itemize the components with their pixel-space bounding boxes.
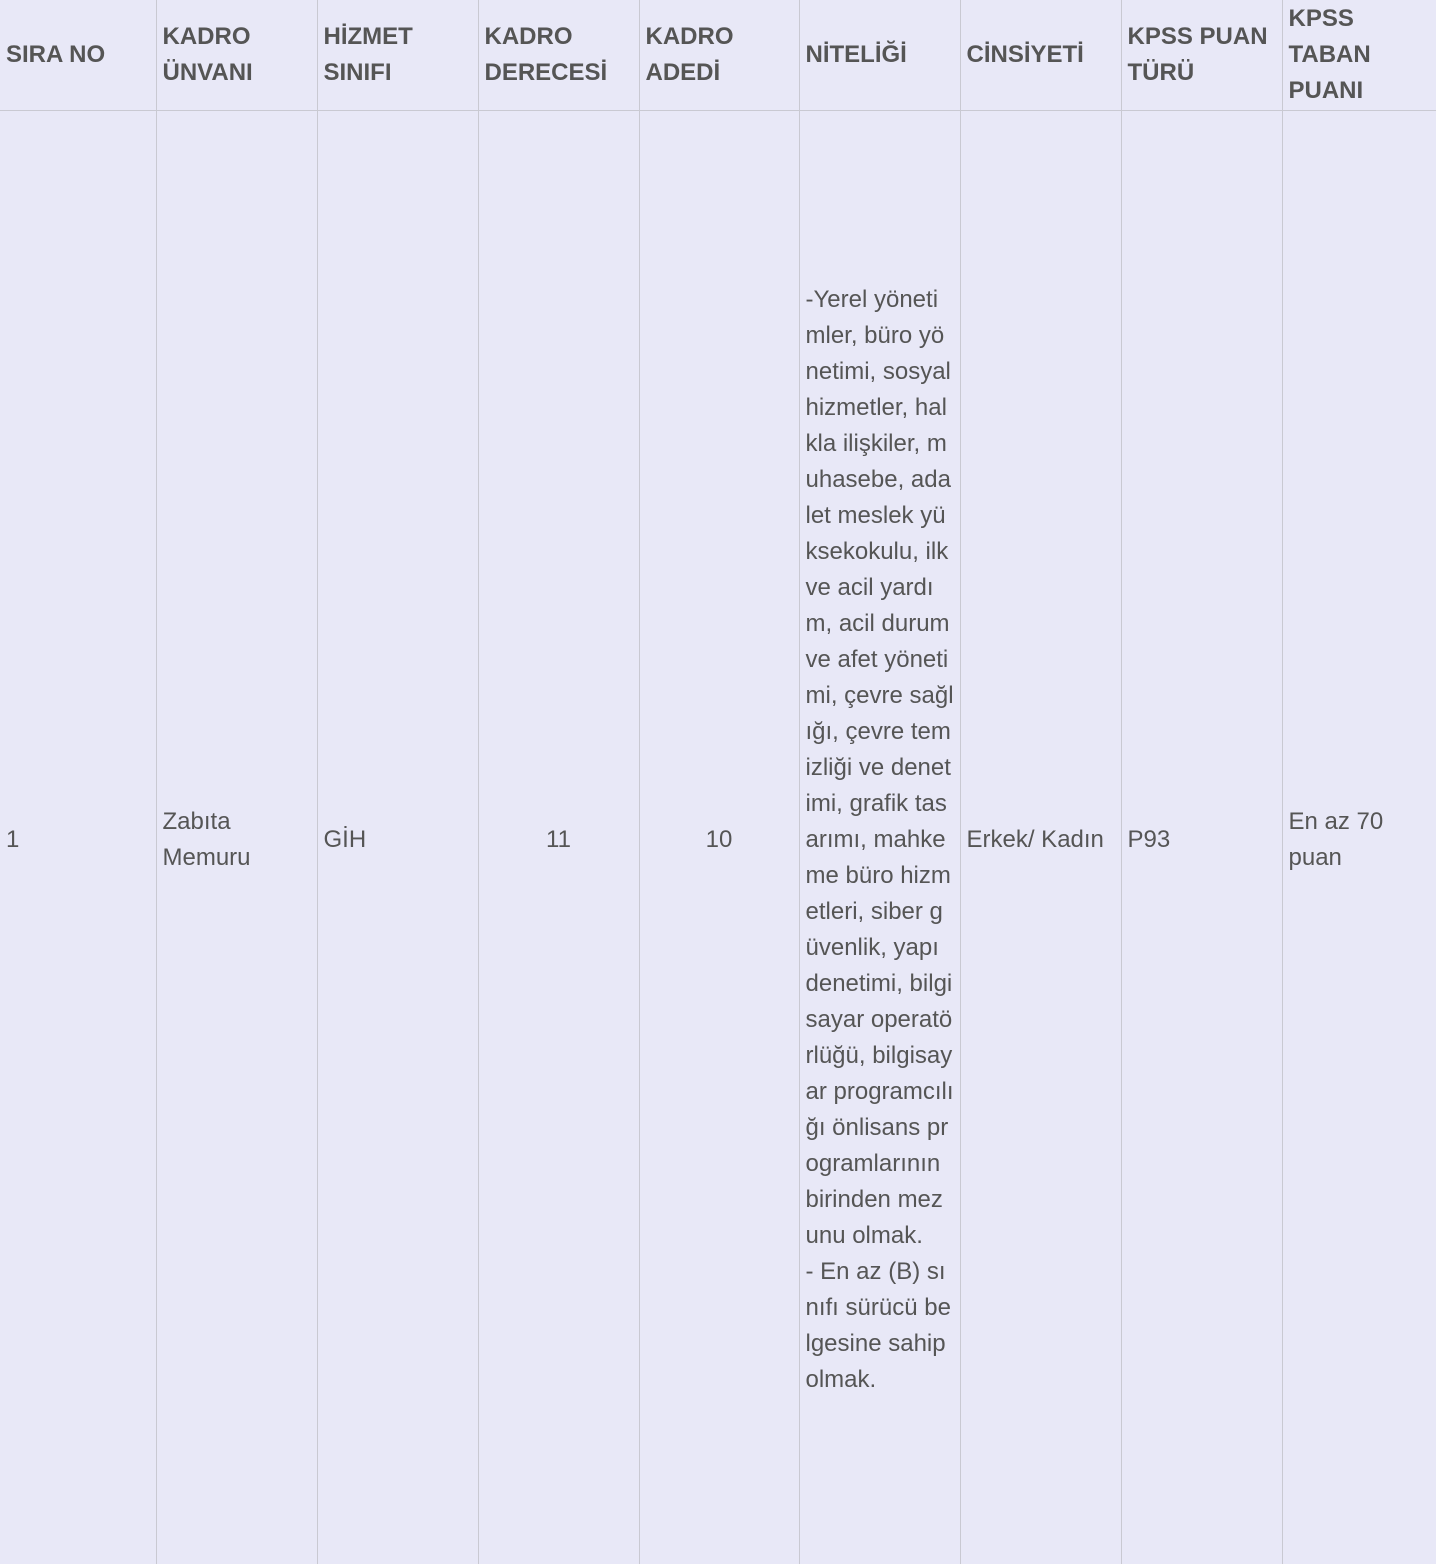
table-row	[0, 110, 1436, 1564]
cell-cinsiyeti: Erkek/ Kadın	[960, 110, 1121, 1564]
header-sira-no: SIRA NO	[0, 0, 156, 110]
header-hizmet-sinifi: HİZMET SINIFI	[317, 0, 478, 110]
header-kadro-adedi: KADRO ADEDİ	[639, 0, 799, 110]
header-kadro-unvani: KADRO ÜNVANI	[156, 0, 317, 110]
header-cinsiyeti: CİNSİYETİ	[960, 0, 1121, 110]
cell-niteligi: -Yerel yönetimler, büro yönetimi, sosyal hizmetler, halkla ilişkiler, muhasebe, adalet meslek yüksekokulu, ilk ve acil yardım, acil durum ve afet yönetimi, çevre sağlığı, çevre temizliği ve denetimi, grafik tasarımı, mahkeme büro hizmetleri, siber güvenlik, yapı denetimi, bilgisayar operatörlüğü, bilgisayar programcılığı önlisans programlarının birinden mezunu olmak. - En az (B) sınıfı sürücü belgesine sahip olmak.	[799, 110, 960, 1564]
header-kpss-taban-puani: KPSS TABAN PUANI	[1282, 0, 1436, 110]
cell-sira-no: 1	[0, 110, 156, 1564]
table-header-row	[0, 0, 1436, 110]
cell-kadro-derecesi: 11	[478, 110, 639, 1564]
header-kpss-puan-turu: KPSS PUAN TÜRÜ	[1121, 0, 1282, 110]
cell-kpss-taban-puani: En az 70 puan	[1282, 110, 1436, 1564]
header-kadro-derecesi: KADRO DERECESİ	[478, 0, 639, 110]
cell-kpss-puan-turu: P93	[1121, 110, 1282, 1564]
cell-kadro-adedi: 10	[639, 110, 799, 1564]
cell-hizmet-sinifi: GİH	[317, 110, 478, 1564]
header-niteligi: NİTELİĞİ	[799, 0, 960, 110]
cell-kadro-unvani: Zabıta Memuru	[156, 110, 317, 1564]
